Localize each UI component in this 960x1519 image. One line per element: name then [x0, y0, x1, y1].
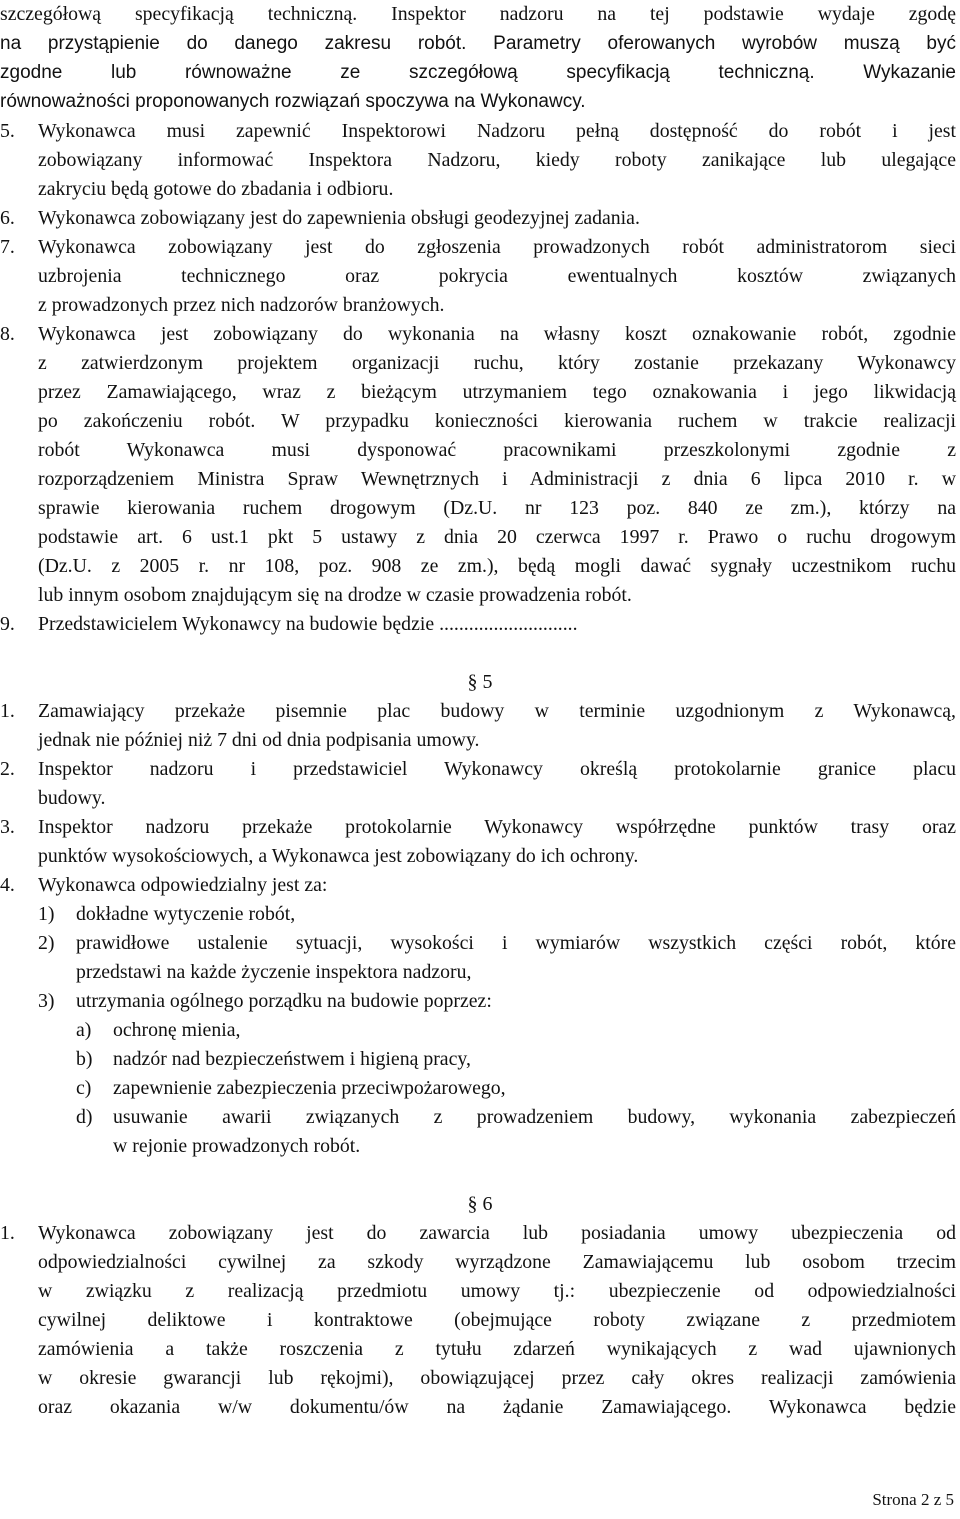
- item-text: lub innym osobom znajdującym się na drodze w czasie prowadzenia robót.: [38, 584, 632, 606]
- item-text: zobowiązany informować Inspektora Nadzoru, kiedy roboty zanikające lub ulegające: [38, 149, 956, 171]
- text-line: [0, 0, 960, 29]
- item-text: Wykonawca odpowiedzialny jest za:: [38, 874, 328, 896]
- list-item-8-cont: [0, 378, 960, 407]
- letter-text: ochronę mienia,: [113, 1019, 241, 1041]
- list-item-5-cont: [0, 175, 960, 204]
- item-number: 9.: [0, 613, 15, 635]
- list-item-8: [0, 320, 960, 349]
- s5-letter-d-cont: [0, 1132, 960, 1161]
- item-text: Wykonawca zobowiązany jest do zawarcia lub posiadania umowy ubezpieczenia od: [38, 1222, 956, 1244]
- list-item-8-cont: [0, 494, 960, 523]
- s5-subitem-2-cont: [0, 958, 960, 987]
- list-item-8-cont: [0, 349, 960, 378]
- item-text: (Dz.U. z 2005 r. nr 108, poz. 908 ze zm.), będą mogli dawać sygnały uczestnikom ruchu: [38, 555, 956, 577]
- item-number: 5.: [0, 120, 15, 142]
- list-item-6: [0, 204, 960, 233]
- item-text: oraz okazania w/w dokumentu/ów na żądanie Zamawiającego. Wykonawca będzie: [38, 1396, 956, 1418]
- list-item-8-cont: [0, 552, 960, 581]
- item-number: 8.: [0, 323, 15, 345]
- text-line: [0, 87, 960, 116]
- s5-item-2-cont: [0, 784, 960, 813]
- list-item-8-cont: [0, 407, 960, 436]
- item-text: Wykonawca jest zobowiązany do wykonania na własny koszt oznakowanie robót, zgodnie: [38, 323, 956, 345]
- line-text: na przystąpienie do danego zakresu robót. Parametry oferowanych wyrobów muszą być: [0, 33, 956, 54]
- item-text: po zakończeniu robót. W przypadku konieczności kierowania ruchem w trakcie realizacji: [38, 410, 956, 432]
- page-number-footer: Strona 2 z 5: [872, 1490, 954, 1509]
- line-text: równoważności proponowanych rozwiązań spoczywa na Wykonawcy.: [0, 91, 586, 112]
- list-item-5: [0, 117, 960, 146]
- item-text: uzbrojenia technicznego oraz pokrycia ewentualnych kosztów związanych: [38, 265, 956, 287]
- item-number: 7.: [0, 236, 15, 258]
- list-item-8-cont: [0, 523, 960, 552]
- s5-item-3: [0, 813, 960, 842]
- item-text: podstawie art. 6 ust.1 pkt 5 ustawy z dnia 20 czerwca 1997 r. Prawo o ruchu drogowym: [38, 526, 956, 548]
- item-number: 6.: [0, 207, 15, 229]
- s6-item-1-cont: [0, 1306, 960, 1335]
- item-text: odpowiedzialności cywilnej za szkody wyrządzone Zamawiającemu lub osobom trzecim: [38, 1251, 956, 1273]
- item-number: 1.: [0, 700, 15, 722]
- item-text: Przedstawicielem Wykonawcy na budowie będzie ............................: [38, 613, 578, 635]
- section-heading: § 5: [467, 671, 493, 693]
- item-text: Wykonawca zobowiązany jest do zgłoszenia prowadzonych robót administratorom sieci: [38, 236, 956, 258]
- list-item-8-cont: [0, 581, 960, 610]
- list-item-8-cont: [0, 436, 960, 465]
- subitem-text: utrzymania ogólnego porządku na budowie poprzez:: [76, 990, 492, 1012]
- subitem-number: 1): [38, 903, 55, 925]
- item-text: w okresie gwarancji lub rękojmi), obowiązującej przez cały okres realizacji zamówienia: [38, 1367, 956, 1389]
- letter-marker: b): [76, 1048, 93, 1070]
- s5-item-3-cont: [0, 842, 960, 871]
- letter-text: nadzór nad bezpieczeństwem i higieną pracy,: [113, 1048, 471, 1070]
- letter-text: zapewnienie zabezpieczenia przeciwpożarowego,: [113, 1077, 506, 1099]
- item-text: Inspektor nadzoru i przedstawiciel Wykonawcy określą protokolarnie granice placu: [38, 758, 956, 780]
- item-text: jednak nie później niż 7 dni od dnia podpisania umowy.: [38, 729, 480, 751]
- s6-item-1: [0, 1219, 960, 1248]
- s6-item-1-cont: [0, 1277, 960, 1306]
- list-item-7-cont: [0, 291, 960, 320]
- s5-subitem-1: [0, 900, 960, 929]
- text-line: [0, 29, 960, 58]
- letter-marker: c): [76, 1077, 92, 1099]
- item-text: z prowadzonych przez nich nadzorów branżowych.: [38, 294, 445, 316]
- subitem-text: przedstawi na każde życzenie inspektora nadzoru,: [76, 961, 472, 983]
- subitem-number: 3): [38, 990, 55, 1012]
- item-text: robót Wykonawca musi dysponować pracownikami przeszkolonymi zgodnie z: [38, 439, 956, 461]
- s5-item-2: [0, 755, 960, 784]
- item-text: Inspektor nadzoru przekaże protokolarnie Wykonawcy współrzędne punktów trasy oraz: [38, 816, 956, 838]
- letter-text: usuwanie awarii związanych z prowadzeniem budowy, wykonania zabezpieczeń: [113, 1106, 956, 1128]
- s5-item-1-cont: [0, 726, 960, 755]
- s5-letter-a: [0, 1016, 960, 1045]
- item-text: w związku z realizacją przedmiotu umowy tj.: ubezpieczenie od odpowiedzialności: [38, 1280, 956, 1302]
- subitem-number: 2): [38, 932, 55, 954]
- item-text: rozporządzeniem Ministra Spraw Wewnętrznych i Administracji z dnia 6 lipca 2010 r. w: [38, 468, 956, 490]
- list-item-8-cont: [0, 465, 960, 494]
- s5-subitem-3: [0, 987, 960, 1016]
- letter-marker: d): [76, 1106, 93, 1128]
- item-text: zamówienia a także roszczenia z tytułu zdarzeń wynikających z wad ujawnionych: [38, 1338, 956, 1360]
- s5-letter-b: [0, 1045, 960, 1074]
- item-text: Wykonawca musi zapewnić Inspektorowi Nadzoru pełną dostępność do robót i jest: [38, 120, 956, 142]
- letter-marker: a): [76, 1019, 92, 1041]
- letter-text: w rejonie prowadzonych robót.: [113, 1135, 361, 1157]
- subitem-text: prawidłowe ustalenie sytuacji, wysokości i wymiarów wszystkich części robót, które: [76, 932, 956, 954]
- item-text: sprawie kierowania ruchem drogowym (Dz.U. nr 123 poz. 840 ze zm.), którzy na: [38, 497, 956, 519]
- s6-item-1-cont: [0, 1364, 960, 1393]
- s6-item-1-cont: [0, 1335, 960, 1364]
- item-text: punktów wysokościowych, a Wykonawca jest zobowiązany do ich ochrony.: [38, 845, 639, 867]
- item-number: 2.: [0, 758, 15, 780]
- item-text: Wykonawca zobowiązany jest do zapewnienia obsługi geodezyjnej zadania.: [38, 207, 640, 229]
- subitem-text: dokładne wytyczenie robót,: [76, 903, 296, 925]
- s5-letter-c: [0, 1074, 960, 1103]
- list-item-7: [0, 233, 960, 262]
- item-text: przez Zamawiającego, wraz z bieżącym utrzymaniem tego oznakowania i jego likwidacją: [38, 381, 956, 403]
- item-text: zakryciu będą gotowe do zbadania i odbioru.: [38, 178, 394, 200]
- list-item-7-cont: [0, 262, 960, 291]
- list-item-9: [0, 610, 960, 639]
- text-line: [0, 58, 960, 87]
- s6-item-1-cont: [0, 1393, 960, 1422]
- item-number: 4.: [0, 874, 15, 896]
- line-text: zgodne lub równoważne ze szczegółową specyfikacją techniczną. Wykazanie: [0, 62, 956, 83]
- s5-subitem-2: [0, 929, 960, 958]
- item-text: cywilnej deliktowe i kontraktowe (obejmujące roboty związane z przedmiotem: [38, 1309, 956, 1331]
- item-number: 3.: [0, 816, 15, 838]
- s5-letter-d: [0, 1103, 960, 1132]
- line-text: szczegółową specyfikacją techniczną. Inspektor nadzoru na tej podstawie wydaje zgodę: [0, 3, 956, 25]
- section-heading: § 6: [467, 1193, 493, 1215]
- s5-item-4: [0, 871, 960, 900]
- s5-item-1: [0, 697, 960, 726]
- item-text: budowy.: [38, 787, 106, 809]
- item-text: z zatwierdzonym projektem organizacji ruchu, który zostanie przekazany Wykonawcy: [38, 352, 956, 374]
- list-item-5-cont: [0, 146, 960, 175]
- s6-item-1-cont: [0, 1248, 960, 1277]
- item-number: 1.: [0, 1222, 15, 1244]
- item-text: Zamawiający przekaże pisemnie plac budowy w terminie uzgodnionym z Wykonawcą,: [38, 700, 956, 722]
